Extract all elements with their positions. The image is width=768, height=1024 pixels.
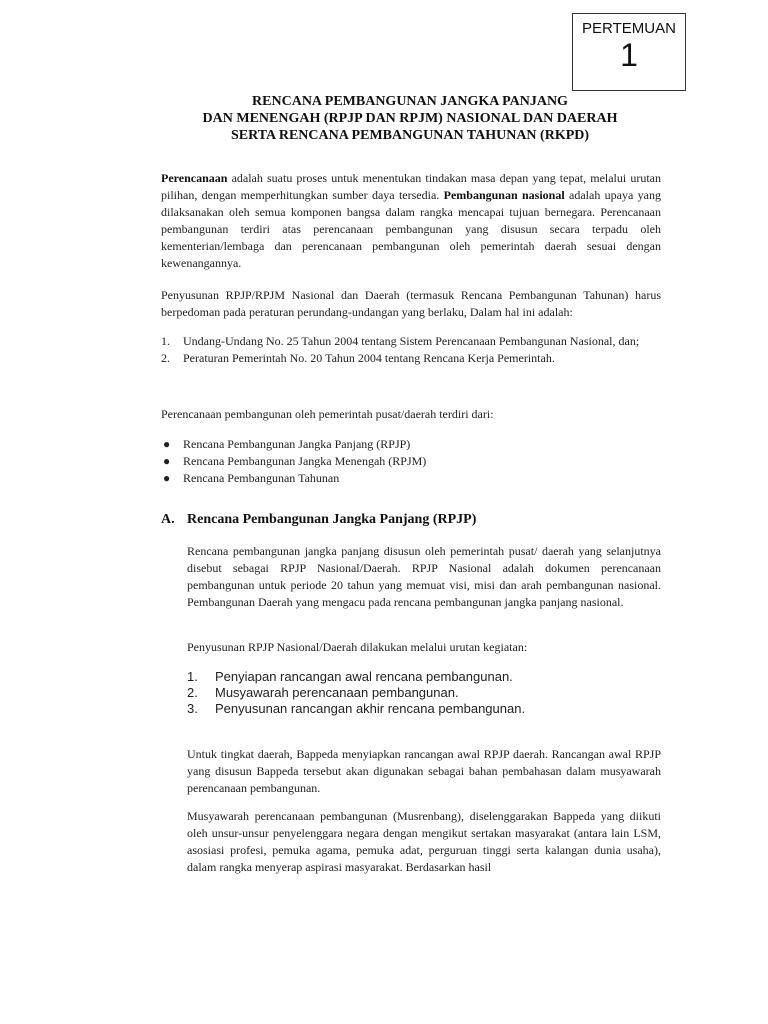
- document-title: [100, 93, 720, 144]
- list-text: Peraturan Pemerintah No. 20 Tahun 2004 tentang Rencana Kerja Pemerintah.: [183, 351, 555, 365]
- list-item: [187, 701, 661, 717]
- types-paragraph: Perencanaan pembangunan oleh pemerintah pusat/daerah terdiri dari:: [161, 407, 494, 421]
- section-a-paragraph-3: Untuk tingkat daerah, Bappeda menyiapkan rancangan awal RPJP daerah. Rancangan awal RPJP yang disusun Bappeda tersebut akan digunakan sebagai bahan pembahasan dalam musyawarah perencanaan pembangunan.: [187, 747, 661, 795]
- bullet-icon: ●: [163, 454, 171, 468]
- list-item: [161, 350, 661, 367]
- section-a-heading: [161, 512, 476, 528]
- list-text: Penyiapan rancangan awal rencana pembangunan.: [215, 669, 513, 684]
- section-letter: A.: [161, 512, 175, 527]
- intro-paragraph: [161, 170, 661, 272]
- section-title: Rencana Pembangunan Jangka Panjang (RPJP): [187, 512, 477, 527]
- list-number: 3.: [187, 701, 198, 716]
- list-text: Musyawarah perencanaan pembangunan.: [215, 685, 459, 700]
- list-number: 2.: [161, 351, 170, 365]
- legal-list: [161, 333, 661, 367]
- list-text: Undang-Undang No. 25 Tahun 2004 tentang Sistem Perencanaan Pembangunan Nasional, dan;: [183, 334, 640, 348]
- section-a-paragraph-4: Musyawarah perencanaan pembangunan (Musrenbang), diselenggarakan Bappeda yang diikuti oleh unsur-unsur penyelenggara negara dengan mengikut sertakan masyarakat (antara lain LSM, asosiasi profesi, pemuka agama, pemuka adat, perguruan tinggi serta kalangan dunia usaha), dalam rangka menyerap aspirasi masyarakat. Berdasarkan hasil: [187, 809, 661, 874]
- list-text: Rencana Pembangunan Jangka Menengah (RPJM): [183, 454, 427, 468]
- meeting-number: 1: [620, 37, 638, 73]
- list-number: 2.: [187, 685, 198, 700]
- term-pembangunan-nasional: Pembangunan nasional: [443, 188, 565, 202]
- list-item: [187, 669, 661, 685]
- list-item: [161, 333, 661, 350]
- title-line-3: SERTA RENCANA PEMBANGUNAN TAHUNAN (RKPD): [230, 128, 590, 143]
- intro-text-2: adalah upaya yang dilaksanakan oleh semua komponen bangsa dalam rangka mencapai tujuan bernegara. Perencanaan pembangunan terdiri atas perencanaan pembangunan yang disusun secara terpadu oleh kementerian/lembaga dan perencanaan pembangunan oleh pemerintah daerah sesuai dengan kewenangannya.: [161, 188, 661, 270]
- steps-list: [187, 669, 661, 717]
- list-number: 1.: [187, 669, 198, 684]
- intro-text-1: adalah suatu proses untuk menentukan tindakan masa depan yang tepat, melalui urutan pilihan, dengan memperhitungkan sumber daya tersedia.: [161, 171, 661, 202]
- types-list: [161, 436, 661, 487]
- title-line-2: DAN MENENGAH (RPJP DAN RPJM) NASIONAL DAN DAERAH: [202, 111, 618, 126]
- title-line-1: RENCANA PEMBANGUNAN JANGKA PANJANG: [252, 94, 568, 109]
- bullet-icon: ●: [163, 437, 171, 451]
- list-number: 1.: [161, 334, 170, 348]
- section-a-paragraph-1: Rencana pembangunan jangka panjang disusun oleh pemerintah pusat/ daerah yang selanjutnya disebut sebagai RPJP Nasional/Daerah. RPJP Nasional adalah dokumen perencanaan pembangunan untuk periode 20 tahun yang memuat visi, misi dan arah pembangunan nasional. Pembangunan Daerah yang mengacu pada rencana pembangunan jangka panjang nasional.: [187, 544, 661, 609]
- list-item: [161, 453, 661, 470]
- section-a-paragraph-2: Penyusunan RPJP Nasional/Daerah dilakukan melalui urutan kegiatan:: [187, 640, 528, 654]
- list-item: [161, 436, 661, 453]
- list-item: [187, 685, 661, 701]
- list-item: [161, 470, 661, 487]
- meeting-label: PERTEMUAN: [582, 20, 676, 37]
- list-text: Rencana Pembangunan Tahunan: [183, 471, 340, 485]
- bullet-icon: ●: [163, 471, 171, 485]
- list-text: Penyusunan rancangan akhir rencana pembangunan.: [215, 701, 526, 716]
- legal-paragraph: Penyusunan RPJP/RPJM Nasional dan Daerah (termasuk Rencana Pembangunan Tahunan) harus berpedoman pada peraturan perundang-undangan yang berlaku, Dalam hal ini adalah:: [161, 288, 661, 319]
- meeting-box: [572, 13, 686, 91]
- list-text: Rencana Pembangunan Jangka Panjang (RPJP): [183, 437, 411, 451]
- term-perencanaan: Perencanaan: [161, 171, 228, 185]
